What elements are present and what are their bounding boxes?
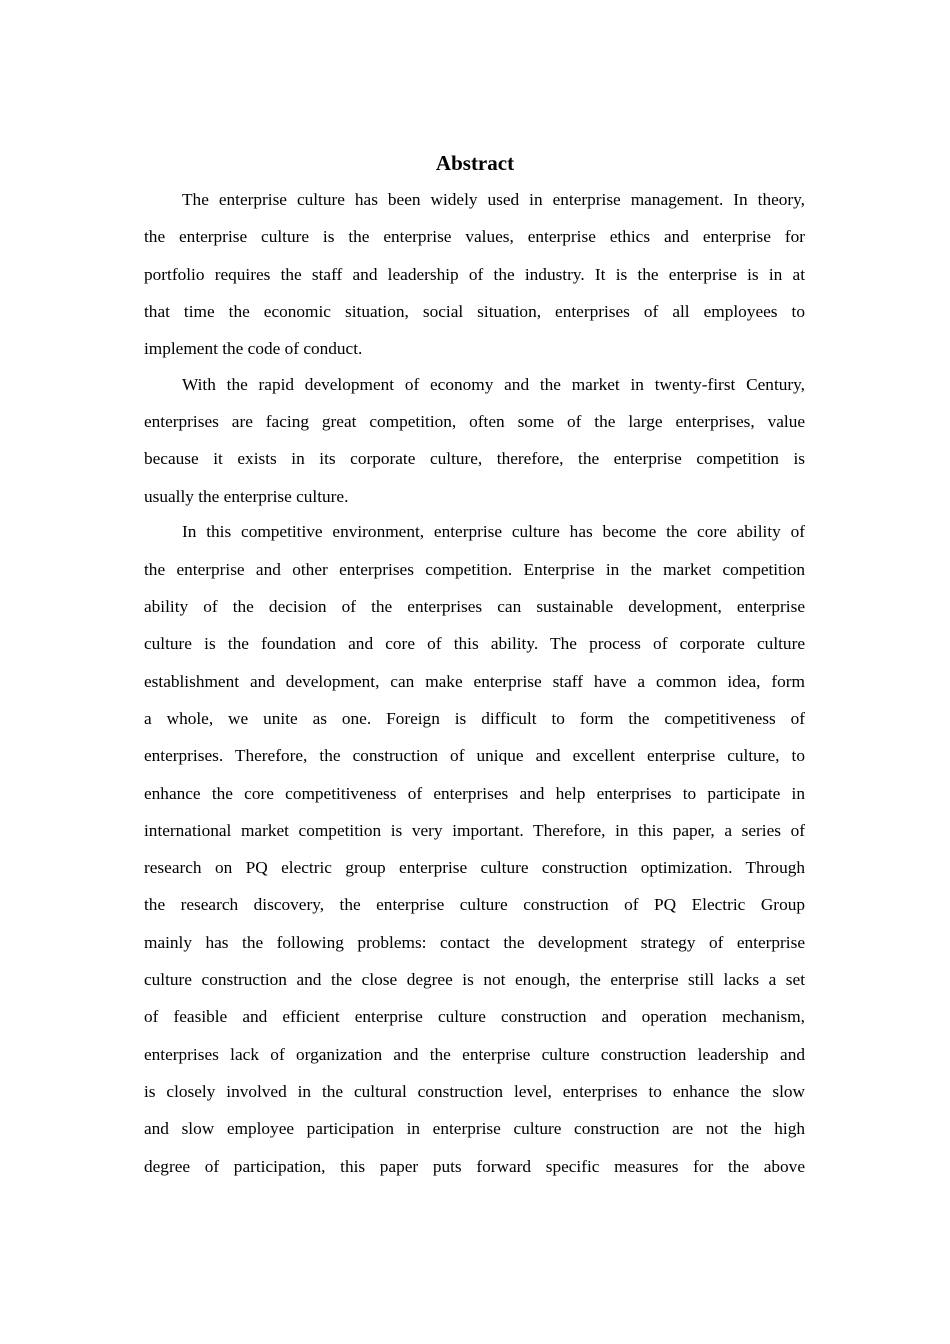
text-line: implement the code of conduct. xyxy=(144,339,363,359)
text-line: With the rapid development of economy and the market in twenty-first Century, xyxy=(182,374,805,394)
text-line: culture is the foundation and core of this ability. The process of corporate culture xyxy=(144,634,805,654)
text-line: the enterprise and other enterprises competition. Enterprise in the market competition xyxy=(144,559,805,579)
paragraph-2 xyxy=(144,370,805,518)
text-line: culture construction and the close degree is not enough, the enterprise still lacks a set xyxy=(144,970,805,990)
text-line: the enterprise culture is the enterprise values, enterprise ethics and enterprise for xyxy=(144,227,805,247)
text-line: ability of the decision of the enterprises can sustainable development, enterprise xyxy=(144,597,805,617)
text-line: that time the economic situation, social situation, enterprises of all employees to xyxy=(144,301,805,321)
abstract-title: Abstract xyxy=(435,151,515,175)
text-line: a whole, we unite as one. Foreign is difficult to form the competitiveness of xyxy=(144,708,805,728)
text-line: mainly has the following problems: contact the development strategy of enterprise xyxy=(144,932,805,952)
abstract-body xyxy=(144,185,805,1189)
text-line: The enterprise culture has been widely used in enterprise management. In theory, xyxy=(182,190,805,209)
text-line: establishment and development, can make enterprise staff have a common idea, form xyxy=(144,671,805,691)
paragraph-1 xyxy=(144,185,805,370)
text-line: research on PQ electric group enterprise culture construction optimization. Through xyxy=(144,858,805,878)
text-line: is closely involved in the cultural construction level, enterprises to enhance the slow xyxy=(144,1081,805,1101)
text-line: enhance the core competitiveness of enterprises and help enterprises to participate in xyxy=(144,783,805,803)
text-line: enterprises lack of organization and the enterprise culture construction leadership and xyxy=(144,1044,805,1064)
text-line: of feasible and efficient enterprise culture construction and operation mechanism, xyxy=(144,1007,805,1027)
text-line: international market competition is very important. Therefore, in this paper, a series of xyxy=(144,820,805,840)
text-line: and slow employee participation in enterprise culture construction are not the high xyxy=(144,1119,805,1139)
text-line: enterprises. Therefore, the construction of unique and excellent enterprise culture, to xyxy=(144,746,805,766)
text-line: the research discovery, the enterprise culture construction of PQ Electric Group xyxy=(144,895,805,915)
text-line: degree of participation, this paper puts forward specific measures for the above xyxy=(144,1156,805,1176)
text-line: enterprises are facing great competition, often some of the large enterprises, value xyxy=(144,412,805,432)
text-line: In this competitive environment, enterprise culture has become the core ability of xyxy=(182,522,805,542)
text-line: portfolio requires the staff and leadership of the industry. It is the enterprise is in at xyxy=(144,264,805,284)
text-line: usually the enterprise culture. xyxy=(144,486,349,506)
paragraph-3 xyxy=(144,517,805,1188)
text-line: because it exists in its corporate culture, therefore, the enterprise competition is xyxy=(144,449,805,469)
